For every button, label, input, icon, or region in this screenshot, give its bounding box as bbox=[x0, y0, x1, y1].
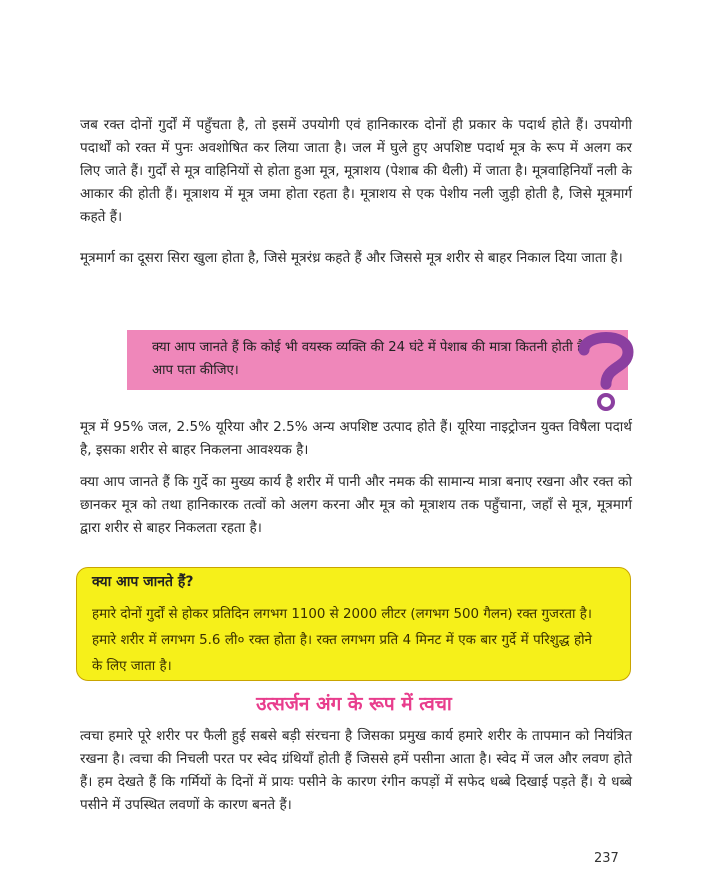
paragraph-skin: त्वचा हमारे पूरे शरीर पर फैली हुई सबसे बड़ी संरचना है जिसका प्रमुख कार्य हमारे शरीर के तापमान को नियंत्रित रखना है। त्वचा की निचली परत पर स्वेद ग्रंथियाँ होती हैं जिससे हमें पसीना आता है। स्वेद में जल और लवण होते हैं। हम देखते हैं कि गर्मियों के दिनों में प्रायः पसीने के कारण रंगीन कपड़ों में सफेद धब्बे दिखाई पड़ते हैं। ये धब्बे पसीने में उपस्थित लवणों के कारण बनते हैं। bbox=[80, 728, 632, 813]
paragraph-urine-composition: मूत्र में 95% जल, 2.5% यूरिया और 2.5% अन्य अपशिष्ट उत्पाद होते हैं। यूरिया नाइट्रोजन युक्त विषैला पदार्थ है, इसका शरीर से बाहर निकलना आवश्यक है। bbox=[80, 419, 632, 458]
did-you-know-title: क्या आप जानते हैं? bbox=[92, 574, 194, 590]
paragraph-urethra: मूत्रमार्ग का दूसरा सिरा खुला होता है, जिसे मूत्ररंध्र कहते हैं और जिससे मूत्र शरीर से बाहर निकाल दिया जाता है। bbox=[80, 250, 623, 266]
page-number: 237 bbox=[594, 851, 619, 866]
paragraph-kidney-function: जब रक्त दोनों गुर्दों में पहुँचता है, तो इसमें उपयोगी एवं हानिकारक दोनों ही प्रकार के पदार्थ होते हैं। उपयोगी पदार्थों को रक्त में पुनः अवशोषित कर लिया जाता है। जल में घुले हुए अपशिष्ट पदार्थ मूत्र के रूप में अलग कर लिए जाते हैं। गुर्दों से मूत्र वाहिनियों से होता हुआ मूत्र, मूत्राशय (पेशाब की थैली) में जाता है। मूत्रवाहिनियाँ नली के आकार की होती हैं। मूत्राशय में मूत्र जमा होता रहता है। मूत्राशय से एक पेशीय नली जुड़ी होती है, जिसे मूत्रमार्ग कहते हैं। bbox=[80, 117, 632, 225]
did-you-know-text: हमारे दोनों गुर्दों से होकर प्रतिदिन लगभग 1100 से 2000 लीटर (लगभग 500 गैलन) रक्त गुजरता है। हमारे शरीर में लगभग 5.6 ली० रक्त होता है। रक्त लगभग प्रति 4 मिनट में एक बार गुर्दे में परिशुद्ध होने के लिए जाता है। bbox=[92, 607, 592, 674]
paragraph-kidney-main-work: क्या आप जानते हैं कि गुर्दे का मुख्य कार्य है शरीर में पानी और नमक की सामान्य मात्रा बनाए रखना और रक्त को छानकर मूत्र को तथा हानिकारक तत्वों को अलग करना और मूत्र को मूत्राशय तक पहुँचाना, जहाँ से मूत्र, मूत्रमार्ग द्वारा शरीर से बाहर निकलता रहता है। bbox=[80, 474, 632, 536]
section-heading: उत्सर्जन अंग के रूप में त्वचा bbox=[256, 693, 452, 715]
pink-question-text: क्या आप जानते हैं कि कोई भी वयस्क व्यक्ति की 24 घंटे में पेशाब की मात्रा कितनी होती है? आप पता कीजिए। bbox=[152, 340, 591, 378]
question-mark-icon bbox=[572, 328, 640, 412]
